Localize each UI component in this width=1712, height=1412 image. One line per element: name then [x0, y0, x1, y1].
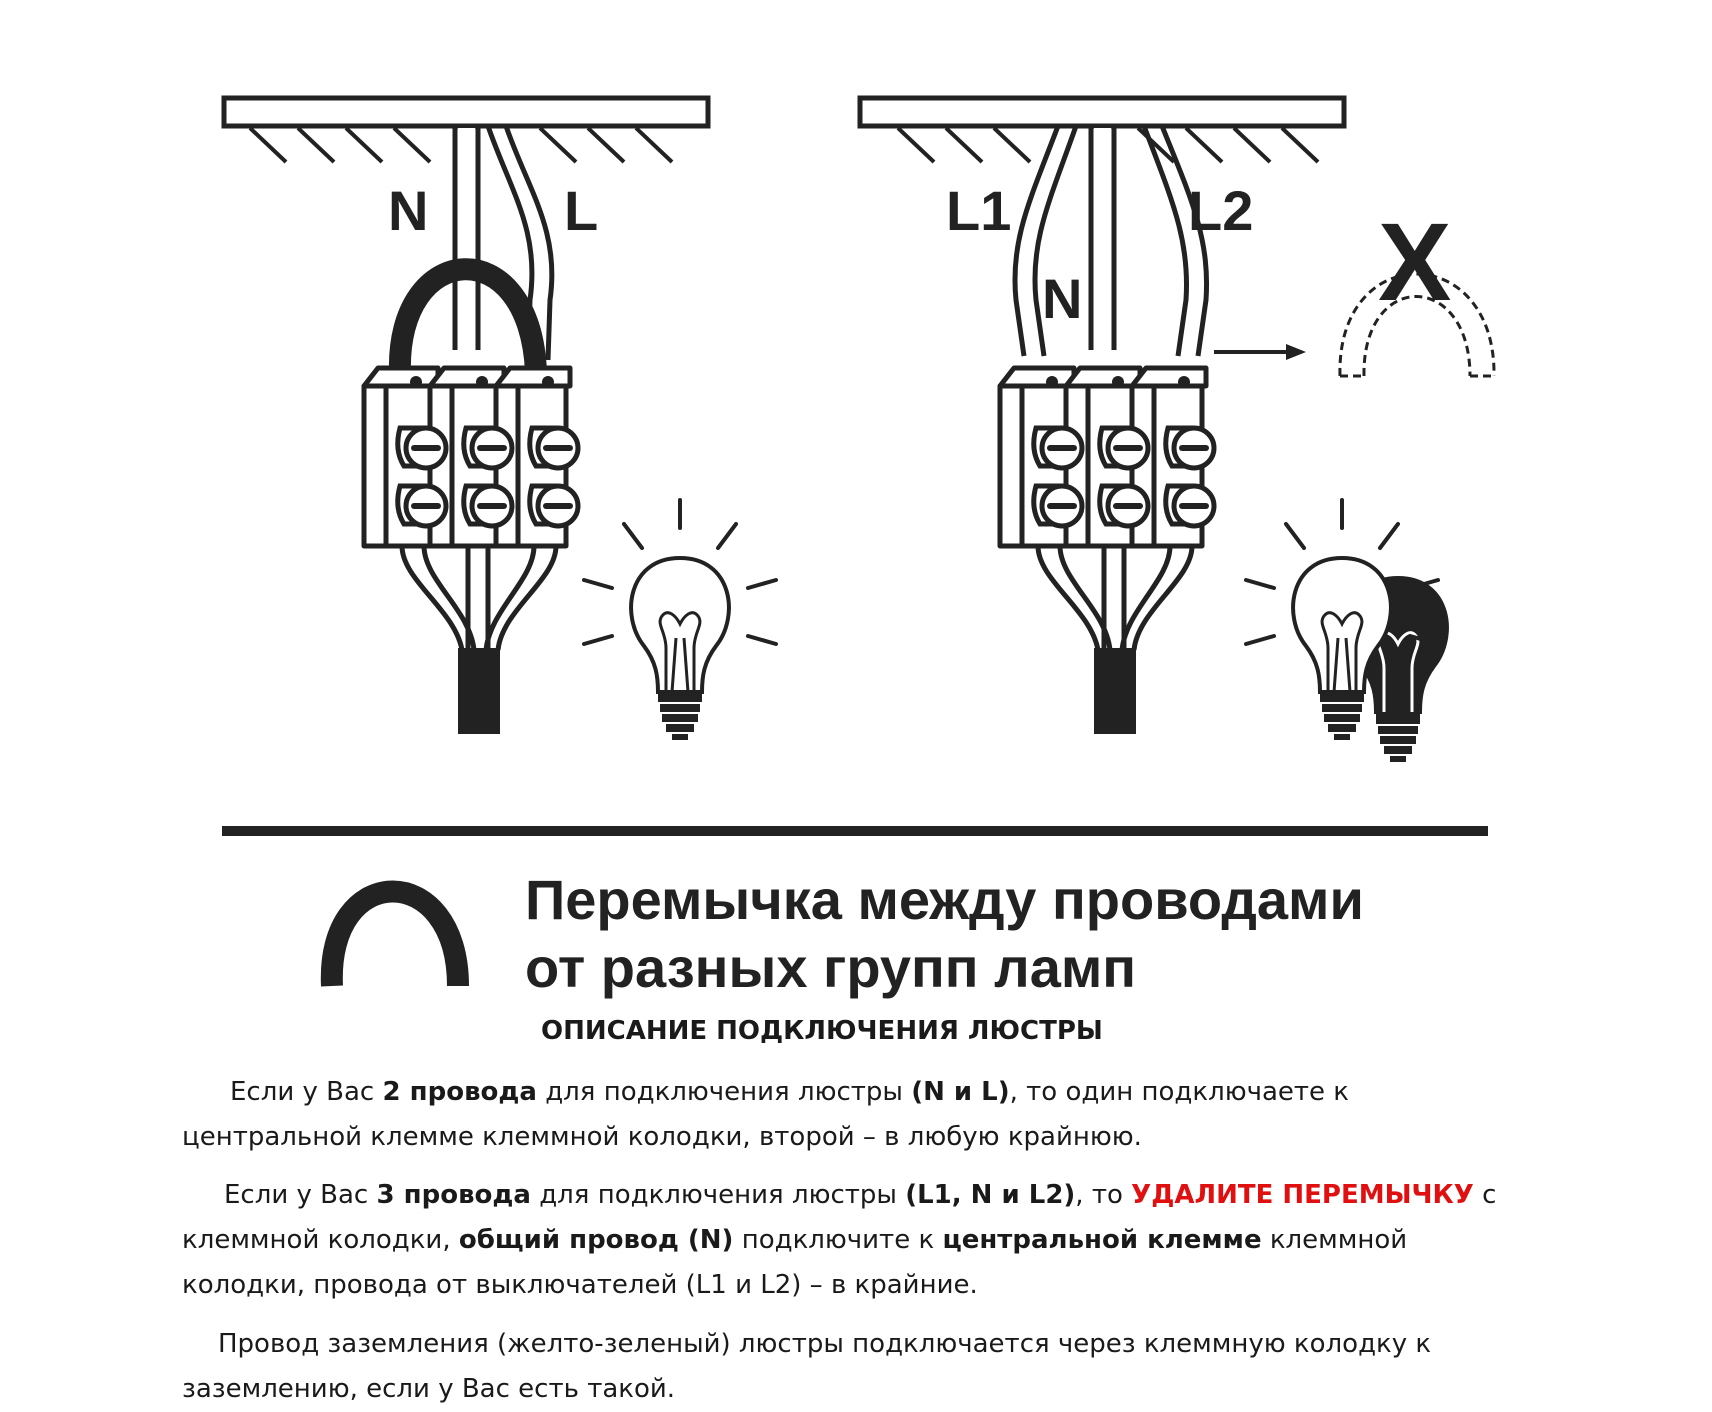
cable-right	[1094, 648, 1136, 734]
p2-bold-3: общий провод (N)	[458, 1225, 734, 1255]
p1-text-3: , то один подключаете к центральной клемме клеммной колодки, второй – в любую крайнюю.	[182, 1077, 1350, 1152]
p2-text-3: , то	[1075, 1180, 1132, 1210]
label-right-l2: L2	[1188, 179, 1254, 242]
label-right-l1: L1	[946, 179, 1012, 242]
jumper-symbol-icon	[332, 892, 458, 987]
p2-text-6: клеммной колодки, провода от выключателей (L1 и L2) – в крайние.	[182, 1225, 1408, 1300]
light-bulb-on-icon	[584, 500, 776, 740]
chandelier-wires-right	[1038, 546, 1192, 650]
paragraph-two-wires	[182, 1070, 1522, 1160]
label-left-l: L	[564, 179, 599, 242]
paragraph-ground	[182, 1322, 1522, 1412]
p2-bold-1: 3 провода	[376, 1180, 531, 1210]
p2-text-5: подключите к	[733, 1225, 943, 1255]
chandelier-wires-left	[402, 546, 556, 650]
ceiling-plate	[224, 98, 708, 126]
p2-text-4: с клеммной колодки,	[182, 1180, 1497, 1255]
terminal-block-right	[1000, 368, 1214, 546]
legend-title-line1: Перемычка между проводами	[525, 868, 1364, 931]
paragraph-three-wires	[182, 1173, 1522, 1308]
p3-text-1: Провод заземления (желто-зеленый) люстры подключается через клеммную колодку к заземлению, если у Вас есть такой.	[182, 1329, 1432, 1404]
terminal-block-left	[364, 368, 578, 546]
left-diagram	[224, 98, 776, 740]
section-heading: ОПИСАНИЕ ПОДКЛЮЧЕНИЯ ЛЮСТРЫ	[541, 1016, 1103, 1046]
label-right-n: N	[1042, 267, 1083, 330]
p2-warning: УДАЛИТЕ ПЕРЕМЫЧКУ	[1131, 1180, 1474, 1210]
right-diagram	[860, 98, 1494, 762]
legend-title	[525, 866, 1525, 1002]
label-left-n: N	[388, 179, 429, 242]
cross-icon: X	[1378, 201, 1452, 324]
legend-title-line2: от разных групп ламп	[525, 936, 1137, 999]
ceiling-plate-right	[860, 98, 1344, 126]
p1-bold-1: 2 провода	[382, 1077, 537, 1107]
p2-text-2: для подключения люстры	[530, 1180, 906, 1210]
p1-bold-2: (N и L)	[911, 1077, 1010, 1107]
p1-text-1: Если у Вас	[230, 1077, 383, 1107]
p2-bold-2: (L1, N и L2)	[905, 1180, 1076, 1210]
p2-text-1: Если у Вас	[224, 1180, 377, 1210]
section-divider	[222, 826, 1488, 836]
p2-bold-4: центральной клемме	[942, 1225, 1262, 1255]
cable-left	[458, 648, 500, 734]
p1-text-2: для подключения люстры	[536, 1077, 912, 1107]
arrow-right-icon	[1214, 344, 1306, 360]
